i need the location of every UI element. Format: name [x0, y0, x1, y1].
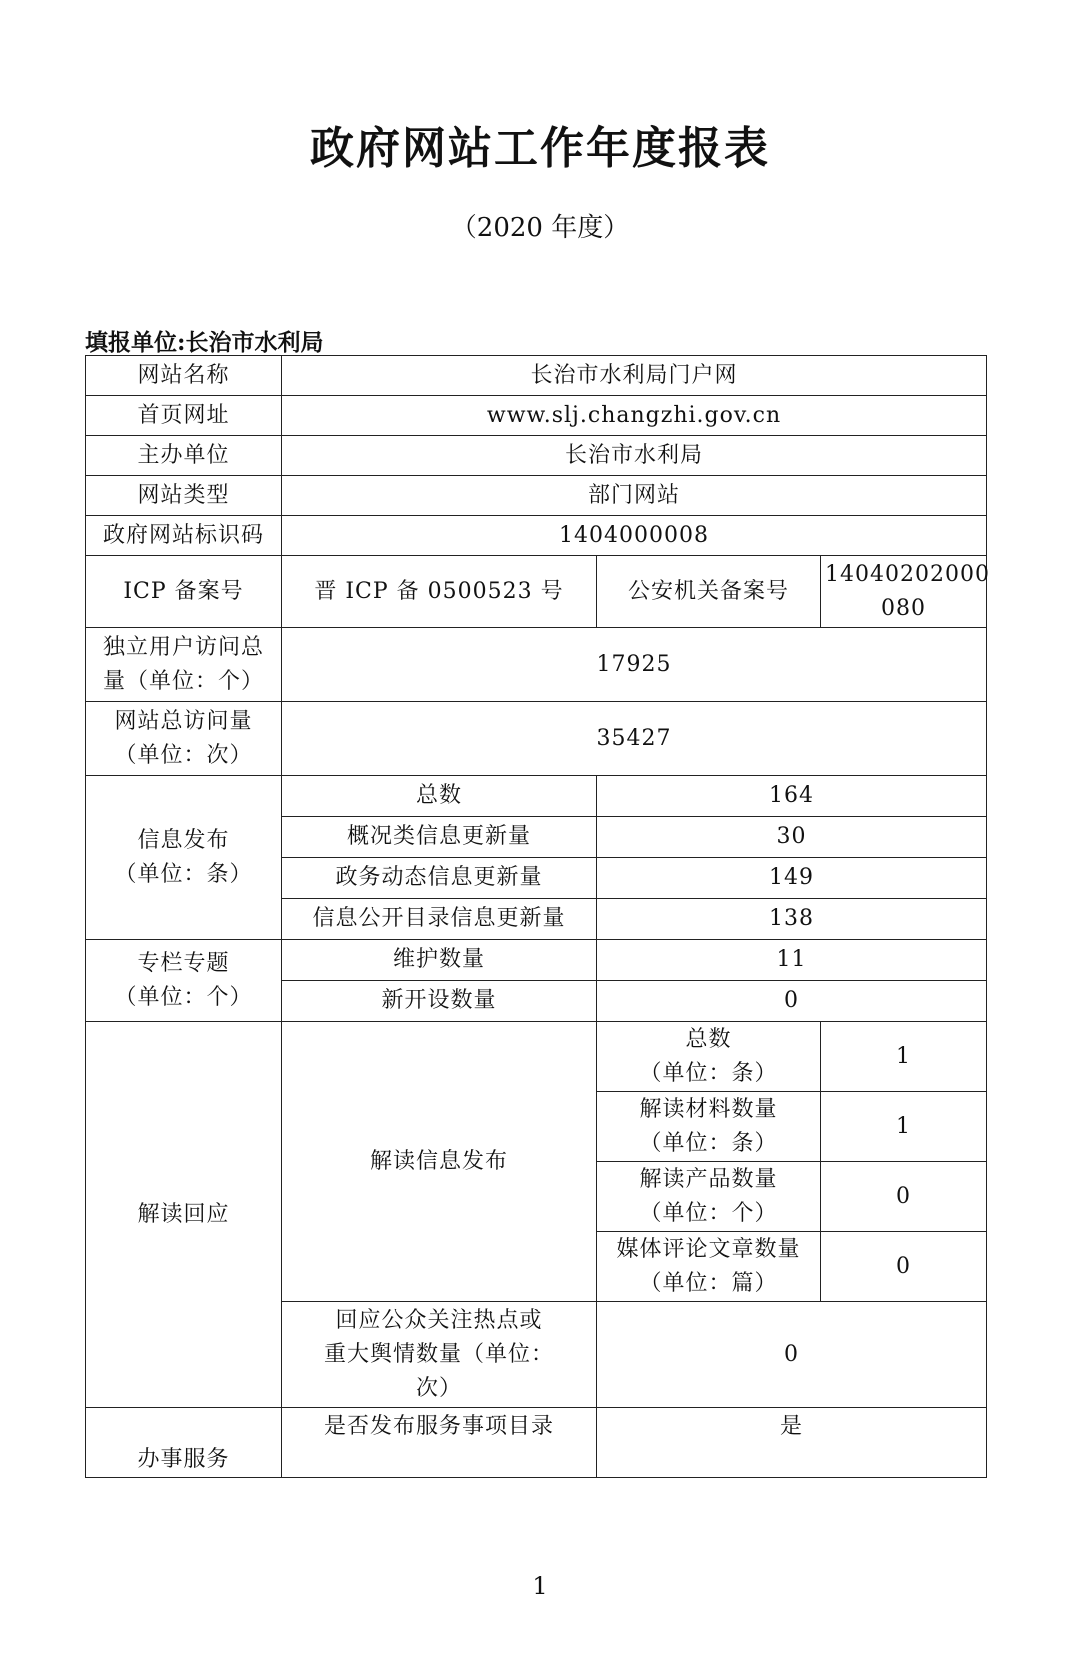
site-type-label: 网站类型 — [86, 476, 282, 516]
interpretation-item-label-line2: （单位：篇） — [639, 1270, 778, 1296]
police-record-value — [821, 556, 990, 628]
info-release-item-value: 149 — [597, 858, 987, 899]
services-label: 办事服务 — [86, 1408, 282, 1478]
unique-visitors-label-line1: 独立用户访问总 — [102, 634, 264, 660]
table-row — [86, 1408, 987, 1478]
police-record-value-line1: 14040202000 — [825, 561, 990, 587]
info-release-label-line1: 信息发布 — [137, 827, 230, 853]
total-visits-label-line1: 网站总访问量 — [114, 708, 253, 734]
columns-label-line1: 专栏专题 — [137, 950, 230, 976]
interpretation-item-label-line1: 媒体评论文章数量 — [616, 1236, 801, 1262]
info-release-item-value: 30 — [597, 817, 987, 858]
columns-item-value: 0 — [597, 981, 987, 1022]
police-record-value-line2: 080 — [881, 595, 926, 621]
table-row — [86, 776, 987, 817]
interpretation-item-label-line1: 解读产品数量 — [639, 1166, 778, 1192]
interpretation-item-value: 0 — [821, 1162, 987, 1232]
interpretation-item-label — [597, 1022, 821, 1092]
total-visits-value: 35427 — [282, 702, 987, 776]
interpretation-item-label — [597, 1092, 821, 1162]
hotspot-value: 0 — [597, 1302, 987, 1408]
unique-visitors-label — [86, 628, 282, 702]
site-id-value: 1404000008 — [282, 516, 987, 556]
interpretation-item-label-line1: 总数 — [685, 1026, 732, 1052]
table-row — [86, 396, 987, 436]
table-row — [86, 476, 987, 516]
info-release-item-value: 164 — [597, 776, 987, 817]
interpretation-item-value: 0 — [821, 1232, 987, 1302]
services-item-value: 是 — [597, 1408, 987, 1478]
columns-item-value: 11 — [597, 940, 987, 981]
interpretation-item-label-line2: （单位：条） — [639, 1060, 778, 1086]
interpretation-item-label-line2: （单位：条） — [639, 1130, 778, 1156]
site-name-label: 网站名称 — [86, 356, 282, 396]
homepage-label: 首页网址 — [86, 396, 282, 436]
interpretation-item-label — [597, 1232, 821, 1302]
interpretation-label: 解读回应 — [86, 1022, 282, 1408]
services-item-label: 是否发布服务事项目录 — [282, 1408, 597, 1478]
icp-value: 晋 ICP 备 0500523 号 — [282, 556, 597, 628]
page-number: 1 — [532, 1572, 548, 1600]
info-release-item-value: 138 — [597, 899, 987, 940]
site-name-value: 长治市水利局门户网 — [282, 356, 987, 396]
interpretation-item-value: 1 — [821, 1092, 987, 1162]
report-title: 政府网站工作年度报表 — [310, 123, 770, 174]
hotspot-label-line3: 次） — [415, 1375, 462, 1401]
columns-item-label: 维护数量 — [282, 940, 597, 981]
sponsor-value: 长治市水利局 — [282, 436, 987, 476]
icp-label: ICP 备案号 — [86, 556, 282, 628]
reporting-unit: 填报单位:长治市水利局 — [85, 329, 324, 356]
table-row — [86, 436, 987, 476]
total-visits-label — [86, 702, 282, 776]
columns-label-line2: （单位：个） — [114, 984, 253, 1010]
unique-visitors-value: 17925 — [282, 628, 987, 702]
table-row — [86, 516, 987, 556]
table-row — [86, 556, 987, 628]
info-release-item-label: 总数 — [282, 776, 597, 817]
total-visits-label-line2: （单位：次） — [114, 742, 253, 768]
info-release-item-label: 概况类信息更新量 — [282, 817, 597, 858]
columns-label — [86, 940, 282, 1022]
info-release-label-line2: （单位：条） — [114, 861, 253, 887]
report-table — [85, 355, 990, 1478]
hotspot-label — [282, 1302, 597, 1408]
police-record-label: 公安机关备案号 — [597, 556, 821, 628]
columns-item-label: 新开设数量 — [282, 981, 597, 1022]
table-row — [86, 628, 987, 702]
info-release-label — [86, 776, 282, 940]
info-release-item-label: 信息公开目录信息更新量 — [282, 899, 597, 940]
site-id-label: 政府网站标识码 — [86, 516, 282, 556]
info-release-item-label: 政务动态信息更新量 — [282, 858, 597, 899]
homepage-value: www.slj.changzhi.gov.cn — [282, 396, 987, 436]
table-row — [86, 356, 987, 396]
sponsor-label: 主办单位 — [86, 436, 282, 476]
table-row — [86, 702, 987, 776]
interpretation-item-label — [597, 1162, 821, 1232]
hotspot-label-line2: 重大舆情数量（单位： — [323, 1341, 554, 1367]
interpretation-item-label-line1: 解读材料数量 — [639, 1096, 778, 1122]
interpretation-sub-label: 解读信息发布 — [282, 1022, 597, 1302]
unique-visitors-label-line2: 量（单位：个） — [102, 668, 264, 694]
hotspot-label-line1: 回应公众关注热点或 — [335, 1307, 543, 1333]
site-type-value: 部门网站 — [282, 476, 987, 516]
interpretation-item-label-line2: （单位：个） — [639, 1200, 778, 1226]
table-row — [86, 1022, 987, 1092]
report-year: （2020 年度） — [450, 213, 630, 243]
table-row — [86, 940, 987, 981]
interpretation-item-value: 1 — [821, 1022, 987, 1092]
